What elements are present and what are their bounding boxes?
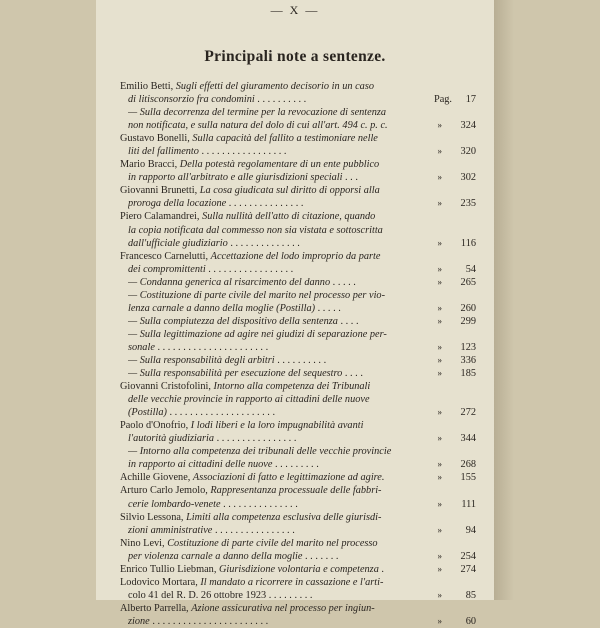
entry-title: Giurisdizione volontaria e competenza: [218, 563, 379, 575]
entry-title: — Sulla decorrenza del termine per la revocazione di sentenza: [128, 107, 387, 119]
index-list: [120, 80, 476, 628]
leader-dots: . . . . . . . . . . . . . .: [227, 237, 300, 249]
leader-dots: . . . . . . . . . . . . . . . . . . . . . . .: [149, 615, 269, 627]
entry-text: [128, 93, 432, 106]
entry-text: [120, 563, 432, 576]
entry-title: zioni amministrative: [128, 524, 213, 536]
entry-text: [128, 498, 432, 511]
entry-text: [128, 237, 432, 250]
index-row: [120, 393, 476, 406]
leader-dots: . . . . . . . . . .: [274, 354, 327, 366]
index-row: [120, 537, 476, 550]
entry-title: non notificata, e sulla natura del dolo di cui all'art. 494 c. p. c.: [128, 120, 388, 132]
index-row: [120, 498, 476, 511]
entry-text: [128, 341, 432, 354]
index-row: [120, 237, 476, 250]
index-row: [120, 458, 476, 471]
entry-author: Giovanni Brunetti,: [120, 185, 200, 197]
index-row: [120, 484, 476, 497]
entry-title: — Costituzione di parte civile del marito nel processo per vio-: [128, 289, 386, 301]
entry-author: Silvio Lessona,: [120, 511, 187, 523]
leader-dots: . . . .: [337, 315, 359, 327]
ditto-mark: »: [437, 276, 442, 287]
entry-text: [128, 328, 432, 341]
entry-text: [128, 263, 432, 276]
entry-text: [128, 445, 432, 458]
leader-dots: . . . . . . . . . . . . . . . . .: [198, 146, 287, 158]
leader-dots: . . . . . . . . . .: [254, 94, 307, 106]
entry-title: Accettazione del lodo improprio da parte: [210, 250, 381, 262]
index-row: [120, 511, 476, 524]
leader-dots: . . . . . . . . . . . . . . .: [226, 198, 304, 210]
entry-text: [120, 419, 432, 432]
entry-title: l'autorità giudiziaria: [128, 433, 215, 445]
page-number: 116: [460, 237, 476, 249]
ditto-mark: »: [437, 302, 442, 313]
ditto-mark: »: [437, 524, 442, 535]
entry-text: [128, 171, 432, 184]
index-row: [120, 93, 476, 106]
entry-text: [120, 184, 432, 197]
ditto-mark: »: [437, 433, 442, 444]
entry-author: Nino Levi,: [120, 537, 168, 549]
page-number: 254: [460, 550, 476, 562]
entry-text: [128, 315, 432, 328]
page-number: 344: [460, 433, 476, 445]
index-row: [120, 341, 476, 354]
entry-author: Lodovico Mortara,: [120, 576, 201, 588]
page-number: 265: [460, 276, 476, 288]
entry-author: Alberto Parrella,: [120, 602, 192, 614]
entry-title: (Postilla): [128, 407, 167, 419]
index-row: [120, 184, 476, 197]
index-row: [120, 171, 476, 184]
entry-text: [128, 432, 432, 445]
index-row: [120, 263, 476, 276]
ditto-mark: »: [437, 498, 442, 509]
entry-title: delle vecchie provincie in rapporto ai cittadini delle nuove: [128, 394, 370, 406]
entry-title: Intorno alla competenza dei Tribunali: [213, 381, 371, 393]
entry-title: — Sulla compiutezza del dispositivo della sentenza: [128, 315, 338, 327]
entry-text: [120, 80, 432, 93]
leader-dots: . . . . . . . . .: [266, 589, 313, 601]
index-row: [120, 615, 476, 628]
entry-author: Gustavo Bonelli,: [120, 133, 193, 145]
entry-author: Mario Bracci,: [120, 159, 180, 171]
leader-dots: . . . . . . . . . . . . . . .: [220, 498, 298, 510]
entry-author: Arturo Carlo Jemolo,: [120, 485, 211, 497]
entry-text: [128, 289, 432, 302]
entry-title: Sulla nullità dell'atto di citazione, quando: [202, 211, 376, 223]
entry-text: [128, 458, 432, 471]
entry-title: Sugli effetti del giuramento decisorio in un caso: [175, 81, 374, 92]
entry-title: proroga della locazione: [128, 198, 227, 210]
ditto-mark: »: [437, 263, 442, 274]
entry-author: Piero Calamandrei,: [120, 211, 203, 223]
ditto-mark: »: [437, 341, 442, 352]
index-row: [120, 445, 476, 458]
entry-title: — Sulla legittimazione ad agire nei giudizi di separazione per-: [128, 328, 387, 340]
entry-text: [128, 276, 432, 289]
entry-text: [120, 484, 432, 497]
entry-text: [128, 224, 432, 237]
leader-dots: . . . . . . . . . . . . . . . . . . . . . .: [154, 341, 269, 353]
entry-title: zione: [128, 615, 150, 627]
entry-title: Sulla capacità del fallito a testimoniare nelle: [192, 133, 378, 145]
entry-text: [120, 576, 432, 589]
entry-title: — Condanna generica al risarcimento del danno: [128, 276, 331, 288]
entry-title: Costituzione di parte civile del marito nel processo: [167, 537, 378, 549]
page-number: 54: [465, 263, 476, 275]
entry-text: [128, 550, 432, 563]
ditto-mark: »: [437, 563, 442, 574]
entry-text: [120, 602, 432, 615]
entry-text: [120, 158, 432, 171]
page-number: 123: [460, 341, 476, 353]
leader-dots: . . . . . . . . . . . . . . . . . . . . .: [166, 407, 276, 419]
ditto-mark: »: [437, 198, 442, 209]
entry-title: dei compromittenti: [128, 263, 206, 275]
entry-title: Associazioni di fatto e legittimazione ad agire.: [192, 472, 385, 484]
entry-title: — Intorno alla competenza dei tribunali delle vecchie provincie: [128, 446, 392, 458]
entry-text: [128, 106, 432, 119]
index-row: [120, 289, 476, 302]
ditto-mark: »: [437, 172, 442, 183]
index-row: [120, 432, 476, 445]
page-number: 155: [460, 472, 476, 484]
page-number: 324: [460, 120, 476, 132]
leader-dots: . . . . .: [330, 276, 356, 288]
index-row: [120, 315, 476, 328]
page-number: 85: [465, 589, 476, 601]
index-row: [120, 119, 476, 132]
entry-text: [128, 354, 432, 367]
ditto-mark: »: [437, 368, 442, 379]
index-row: [120, 471, 476, 484]
index-row: [120, 328, 476, 341]
leader-dots: . . . . . . .: [302, 550, 339, 562]
index-row: [120, 250, 476, 263]
index-row: [120, 354, 476, 367]
book-page: [96, 0, 494, 627]
index-row: [120, 132, 476, 145]
entry-title: liti del fallimento: [128, 146, 199, 158]
entry-author: Achille Giovene,: [120, 472, 193, 484]
entry-title: I lodi liberi e la loro impugnabilità avanti: [190, 420, 364, 432]
entry-text: [120, 511, 432, 524]
entry-text: [128, 367, 432, 380]
entry-text: [128, 524, 432, 537]
index-row: [120, 380, 476, 393]
index-row: [120, 197, 476, 210]
leader-dots: . . . . .: [315, 302, 341, 314]
ditto-mark: »: [437, 472, 442, 483]
entry-author: Giovanni Cristofolini,: [120, 381, 214, 393]
page-header: — X —: [270, 3, 320, 17]
ditto-mark: »: [437, 120, 442, 131]
leader-dots: . . . . . . . . . . . . . . . . .: [205, 263, 294, 275]
index-row: [120, 158, 476, 171]
ditto-mark: »: [437, 146, 442, 157]
page-number: 320: [460, 146, 476, 158]
ditto-mark: »: [437, 354, 442, 365]
entry-text: [128, 197, 432, 210]
index-row: [120, 210, 476, 223]
leader-dots: . . .: [342, 172, 358, 184]
page-number: 94: [465, 524, 476, 536]
page-number: 60: [465, 615, 476, 627]
ditto-mark: »: [437, 615, 442, 626]
index-row: [120, 406, 476, 419]
ditto-mark: »: [437, 237, 442, 248]
ditto-mark: »: [437, 459, 442, 470]
entry-title: colo 41 del R. D. 26 ottobre 1923: [128, 589, 267, 601]
ditto-mark: »: [437, 315, 442, 326]
entry-title: Rappresentanza processuale delle fabbri-: [210, 485, 382, 497]
entry-author: Emilio Betti,: [120, 81, 176, 92]
index-row: [120, 524, 476, 537]
entry-title: Azione assicurativa nel processo per ingiun-: [191, 602, 375, 614]
index-row: [120, 276, 476, 289]
leader-dots: .: [378, 563, 384, 575]
page-title: Principali note a sentenze.: [204, 48, 386, 65]
entry-author: Paolo d'Onofrio,: [120, 420, 191, 432]
leader-dots: . . . .: [342, 368, 363, 380]
page-number: 272: [460, 407, 476, 419]
entry-author: Francesco Carnelutti,: [120, 250, 211, 262]
index-row: [120, 576, 476, 589]
entry-title: — Sulla responsabilità per esecuzione del sequestro: [128, 368, 343, 380]
entry-title: in rapporto all'arbitrato e alle giurisdizioni speciali: [128, 172, 343, 184]
entry-title: Limiti alla competenza esclusiva delle giurisdi-: [186, 511, 382, 523]
entry-text: [128, 406, 432, 419]
page-number: 235: [460, 198, 476, 210]
page-number: 260: [460, 302, 476, 314]
entry-title: per violenza carnale a danno della moglie: [128, 550, 303, 562]
page-word: Pag.: [433, 94, 452, 106]
index-row: [120, 106, 476, 119]
page-number: 299: [460, 315, 476, 327]
entry-title: in rapporto ai cittadini delle nuove: [128, 459, 273, 471]
entry-title: Della potestà regolamentare di un ente pubblico: [179, 159, 380, 171]
ditto-mark: »: [437, 407, 442, 418]
index-row: [120, 367, 476, 380]
index-row: [120, 80, 476, 93]
entry-title: lenza carnale a danno della moglie (Postilla): [128, 302, 316, 314]
entry-title: — Sulla responsabilità degli arbitri: [128, 354, 275, 366]
entry-title: dall'ufficiale giudiziario: [128, 237, 228, 249]
index-row: [120, 302, 476, 315]
entry-text: [120, 250, 432, 263]
index-row: [120, 602, 476, 615]
ditto-mark: »: [437, 589, 442, 600]
index-row: [120, 419, 476, 432]
index-row: [120, 563, 476, 576]
page-number: 268: [460, 459, 476, 471]
entry-title: La cosa giudicata sul diritto di opporsi alla: [199, 185, 380, 197]
entry-title: cerie lombardo-venete: [128, 498, 221, 510]
entry-text: [128, 145, 432, 158]
leader-dots: . . . . . . . . . . . . . . . .: [214, 433, 297, 445]
page-number: 185: [460, 368, 476, 380]
entry-text: [120, 132, 432, 145]
leader-dots: . . . . . . . . .: [272, 459, 319, 471]
entry-text: [128, 302, 432, 315]
page-number: 336: [460, 354, 476, 366]
page-edge-shadow: [494, 0, 514, 600]
entry-text: [120, 210, 432, 223]
ditto-mark: »: [437, 550, 442, 561]
page-number: 274: [460, 563, 476, 575]
entry-title: di litisconsorzio fra condomini: [128, 94, 255, 106]
page-number: 17: [465, 94, 476, 106]
index-row: [120, 550, 476, 563]
index-row: [120, 224, 476, 237]
entry-title: sonale: [128, 341, 155, 353]
entry-text: [128, 615, 432, 628]
entry-title: la copia notificata dal commesso non sia vistata e sottoscritta: [128, 224, 383, 236]
entry-author: Enrico Tullio Liebman,: [120, 563, 219, 575]
entry-text: [120, 380, 432, 393]
entry-title: Il mandato a ricorrere in cassazione e l'arti-: [200, 576, 384, 588]
page-number: 111: [461, 498, 476, 510]
leader-dots: . . . . . . . . . . . . . . . .: [212, 524, 295, 536]
page-number: 302: [460, 172, 476, 184]
entry-text: [128, 119, 432, 132]
index-row: [120, 145, 476, 158]
entry-text: [120, 537, 432, 550]
entry-text: [128, 393, 432, 406]
entry-text: [120, 471, 432, 484]
